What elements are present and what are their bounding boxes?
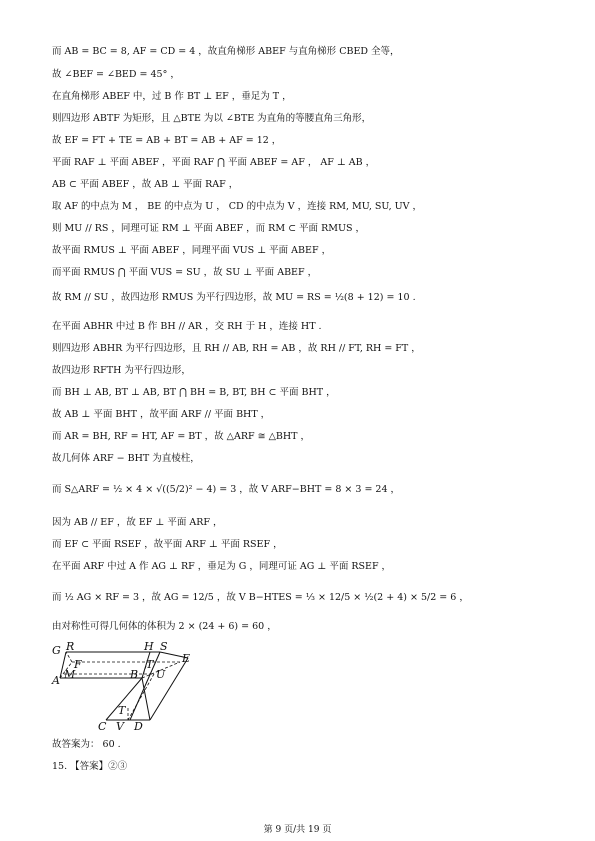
text-line-25: 由对称性可得几何体的体积为 2 × (24 + 6) = 60 ， <box>52 621 277 632</box>
page-footer: 第 9 页/共 19 页 <box>263 825 332 835</box>
text-line-14: 则四边形 ABHR 为平行四边形，且 RH // AB, RH = AB ，故 RH // FT, RH = FT ， <box>52 343 421 354</box>
text-line-20: 而 S△ARF = ½ × 4 × √((5/2)² − 4) = 3 ，故 V ARF−BHT = 8 × 3 = 24 ， <box>52 484 401 495</box>
figure-label-T2: T <box>118 704 126 717</box>
text-line-19: 故几何体 ARF − BHT 为直棱柱， <box>52 453 200 464</box>
text-line-10: 故平面 RMUS ⊥ 平面 ABEF ，同理平面 VUS ⊥ 平面 ABEF ， <box>52 245 332 256</box>
figure-label-E: E <box>182 652 191 665</box>
text-line-2: 故 ∠BEF = ∠BED = 45° ， <box>52 69 180 80</box>
figure-label-S: S <box>160 640 168 653</box>
figure-label-F: F <box>74 658 82 671</box>
figure-label-D: D <box>134 720 143 732</box>
text-line-22: 而 EF ⊂ 平面 RSEF ，故平面 ARF ⊥ 平面 RSEF ， <box>52 539 283 550</box>
figure-label-T: T <box>146 658 154 671</box>
figure-label-M: M <box>64 668 76 681</box>
text-line-5: 故 EF = FT + TE = AB + BT = AB + AF = 12 ， <box>52 135 282 146</box>
text-line-23: 在平面 ARF 中过 A 作 AG ⊥ RF ，垂足为 G ，同理可证 AG ⊥ 平面 RSEF ， <box>52 561 392 572</box>
text-line-12: 故 RM // SU ，故四边形 RMUS 为平行四边形，故 MU = RS = ½(8 + 12) = 10 . <box>52 292 416 303</box>
answer-line: 故答案为： 60 . <box>52 739 121 750</box>
figure-label-G: G <box>52 644 61 657</box>
figure-label-C: C <box>98 720 107 732</box>
text-line-8: 取 AF 的中点为 M ， BE 的中点为 U ， CD 的中点为 V ，连接 RM, MU, SU, UV ， <box>52 201 422 212</box>
text-line-7: AB ⊂ 平面 ABEF ，故 AB ⊥ 平面 RAF ， <box>52 179 239 190</box>
text-line-9: 则 MU // RS ，同理可证 RM ⊥ 平面 ABEF ，而 RM ⊂ 平面 RMUS ， <box>52 223 365 234</box>
figure-label-V: V <box>116 720 124 732</box>
text-line-3: 在直角梯形 ABEF 中，过 B 作 BT ⊥ EF ，垂足为 T ， <box>52 91 292 102</box>
text-line-6: 平面 RAF ⊥ 平面 ABEF ，平面 RAF ⋂ 平面 ABEF = AF ， AF ⊥ AB ， <box>52 157 376 168</box>
figure-label-H: H <box>144 640 154 653</box>
figure-label-B: B <box>130 668 139 681</box>
text-line-13: 在平面 ABHR 中过 B 作 BH // AR ，交 RH 于 H ，连接 HT . <box>52 321 322 332</box>
text-line-11: 而平面 RMUS ⋂ 平面 VUS = SU ，故 SU ⊥ 平面 ABEF ， <box>52 267 318 278</box>
figure-label-R: R <box>66 640 75 653</box>
next-question-line: 15. 【答案】②③ <box>52 761 128 772</box>
text-line-1: 而 AB = BC = 8, AF = CD = 4 ，故直角梯形 ABEF 与直角梯形 CBED 全等， <box>52 46 400 57</box>
text-line-16: 而 BH ⊥ AB, BT ⊥ AB, BT ⋂ BH = B, BT, BH ⊂ 平面 BHT ， <box>52 387 336 398</box>
figure-label-A: A <box>52 674 60 687</box>
figure-label-U: U <box>156 668 166 681</box>
text-line-15: 故四边形 RFTH 为平行四边形， <box>52 365 191 376</box>
text-line-4: 则四边形 ABTF 为矩形，且 △BTE 为以 ∠BTE 为直角的等腰直角三角形， <box>52 113 372 124</box>
text-line-21: 因为 AB // EF ，故 EF ⊥ 平面 ARF ， <box>52 517 223 528</box>
text-line-24: 而 ½ AG × RF = 3 ，故 AG = 12/5 ，故 V B−HTES = ⅓ × 12/5 × ½(2 + 4) × 5/2 = 6 ， <box>52 592 469 603</box>
geometry-figure <box>50 640 200 732</box>
text-line-18: 而 AR = BH, RF = HT, AF = BT ，故 △ARF ≅ △BHT ， <box>52 431 310 442</box>
text-line-17: 故 AB ⊥ 平面 BHT ，故平面 ARF // 平面 BHT ， <box>52 409 271 420</box>
